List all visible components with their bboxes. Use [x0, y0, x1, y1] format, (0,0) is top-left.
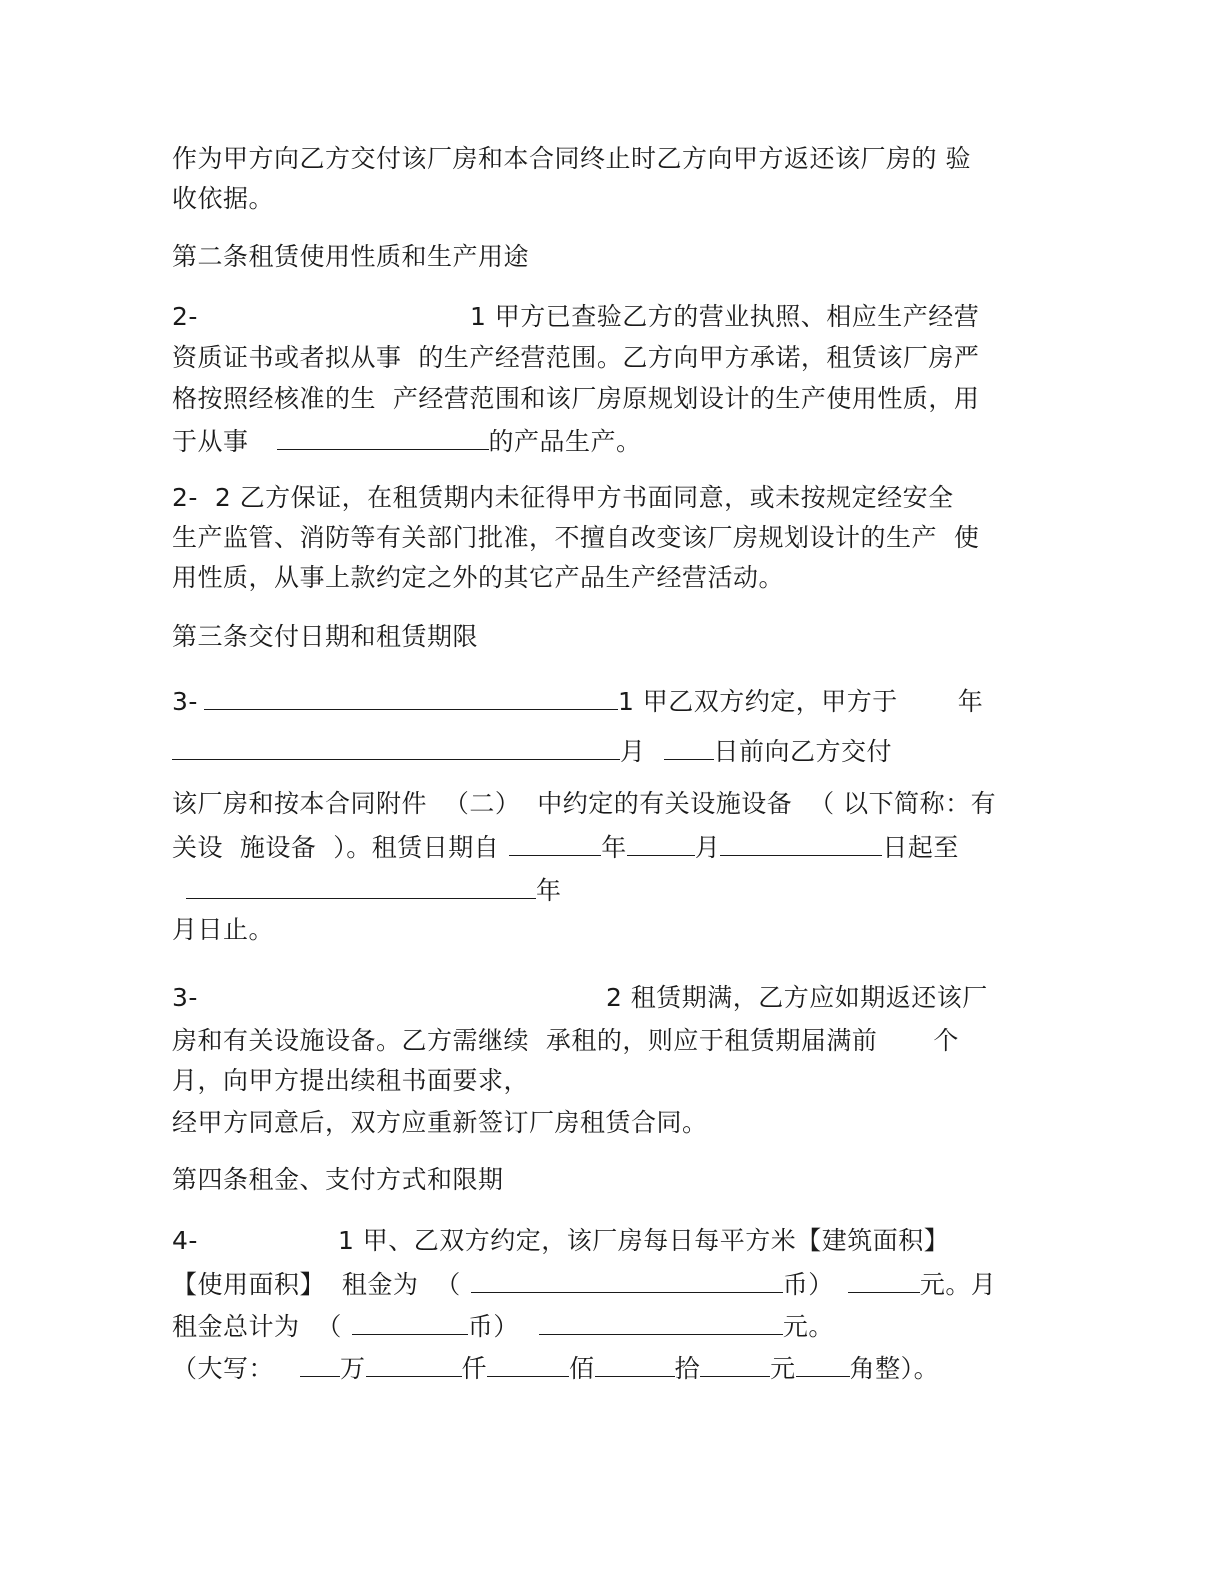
clause-3-1-line: 关设 施设备 ）。租赁日期自 年 月 日起至 — [172, 829, 959, 865]
clause-2-1-line: 于从事 的产品生产。 — [172, 423, 642, 459]
blank-field — [186, 872, 536, 899]
section-heading-2: 第二条租赁使用性质和生产用途 — [172, 242, 530, 271]
section-heading-3: 第三条交付日期和租赁期限 — [172, 622, 479, 651]
clause-2-1-line: 资质证书或者拟从事 的生产经营范围。乙方向甲方承诺，租赁该厂房严 — [172, 343, 980, 372]
blank-field — [664, 733, 714, 760]
blank-field — [172, 733, 620, 760]
blank-field — [700, 1350, 770, 1377]
blank-field — [796, 1350, 850, 1377]
blank-field — [277, 423, 489, 450]
section-heading-4: 第四条租金、支付方式和限期 — [172, 1165, 504, 1194]
clause-3-1-line: 3- 1 甲乙双方约定，甲方于 年 — [172, 683, 983, 719]
blank-field — [627, 829, 695, 856]
paragraph-line: 收依据。 — [172, 184, 275, 213]
clause-3-2-line: 月，向甲方提出续租书面要求， — [172, 1066, 530, 1095]
clause-2-2-line: 生产监管、消防等有关部门批准，不擅自改变该厂房规划设计的生产 使 — [172, 523, 980, 552]
clause-2-2-line: 2- 2 乙方保证，在租赁期内未征得甲方书面同意，或未按规定经安全 — [172, 483, 954, 512]
blank-field — [352, 1308, 468, 1335]
blank-field — [539, 1308, 783, 1335]
clause-3-1-line: 年 — [172, 872, 562, 908]
clause-3-1-line: 月 日前向乙方交付 — [172, 733, 892, 769]
blank-field — [300, 1350, 340, 1377]
clause-3-2-line: 3- 2 租赁期满，乙方应如期返还该厂 — [172, 983, 988, 1012]
clause-2-1-line: 格按照经核准的生 产经营范围和该厂房原规划设计的生产使用性质，用 — [172, 384, 980, 413]
clause-3-2-line: 经甲方同意后，双方应重新签订厂房租赁合同。 — [172, 1108, 708, 1137]
clause-4-1-line: 4- 1 甲、乙双方约定，该厂房每日每平方米【建筑面积】 — [172, 1226, 950, 1255]
blank-field — [509, 829, 601, 856]
clause-4-1-line: 租金总计为 （ 币） 元。 — [172, 1308, 834, 1344]
clause-4-1-line: 【使用面积】 租金为 （ 币） 元。月 — [172, 1266, 996, 1302]
clause-3-1-line: 该厂房和按本合同附件 （二） 中约定的有关设施设备 （ 以下简称：有 — [172, 789, 997, 818]
clause-3-2-line: 房和有关设施设备。乙方需继续 承租的，则应于租赁期届满前 个 — [172, 1026, 959, 1055]
clause-3-1-line: 月日止。 — [172, 915, 275, 944]
clause-2-1-line: 2- 1 甲方已查验乙方的营业执照、相应生产经营 — [172, 302, 980, 331]
blank-field — [204, 683, 618, 710]
blank-field — [595, 1350, 675, 1377]
clause-4-1-line: （大写： 万 仟 佰 拾 元 角整）。 — [172, 1350, 939, 1386]
blank-field — [471, 1266, 783, 1293]
blank-field — [366, 1350, 462, 1377]
paragraph-line: 作为甲方向乙方交付该厂房和本合同终止时乙方向甲方返还该厂房的 验 — [172, 144, 971, 173]
clause-2-2-line: 用性质，从事上款约定之外的其它产品生产经营活动。 — [172, 563, 785, 592]
blank-field — [487, 1350, 569, 1377]
blank-field — [848, 1266, 920, 1293]
blank-field — [720, 829, 882, 856]
